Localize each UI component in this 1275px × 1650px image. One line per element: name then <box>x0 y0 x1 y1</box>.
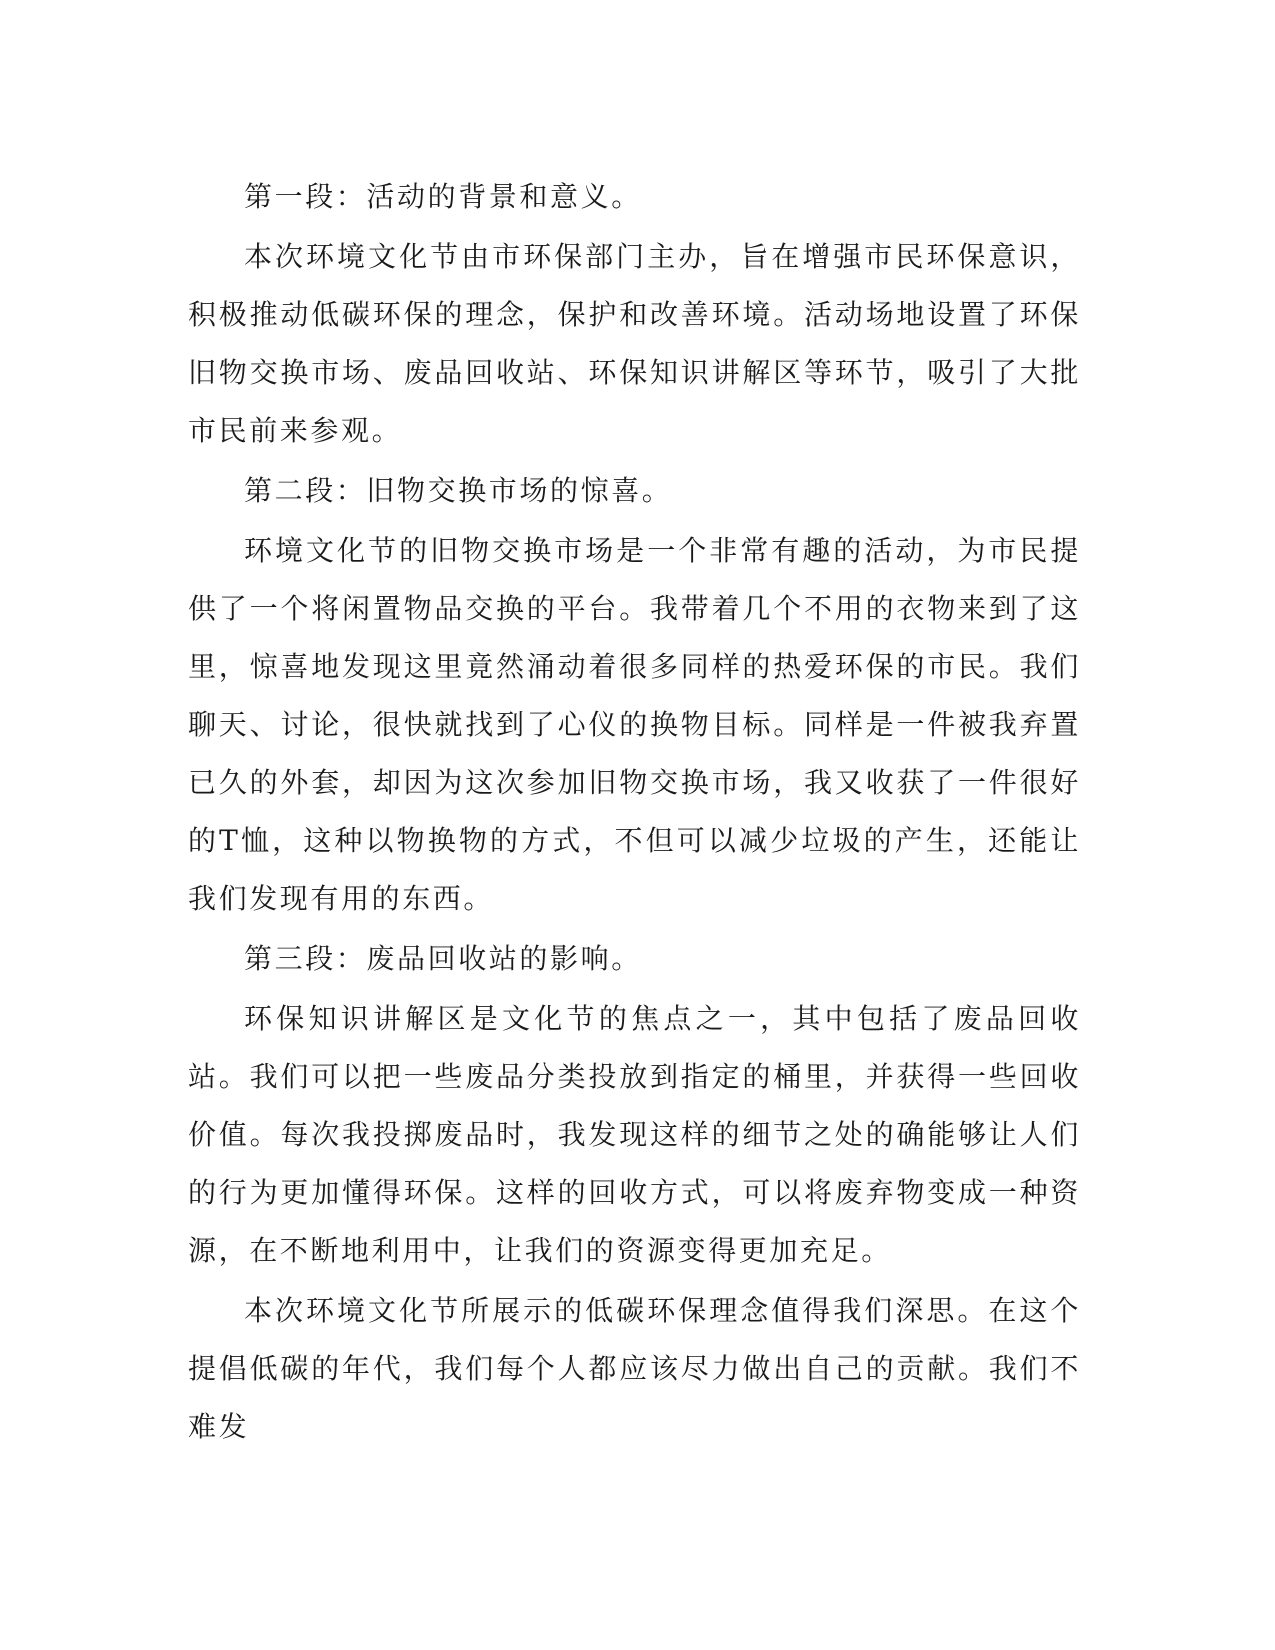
document-body <box>188 168 1081 1458</box>
section-heading-1: 第一段：活动的背景和意义。 <box>244 180 642 213</box>
paragraph-conclusion: 本次环境文化节所展示的低碳环保理念值得我们深思。在这个提倡低碳的年代，我们每个人都应该尽力做出自己的贡献。我们不难发 <box>188 1294 1081 1443</box>
section-heading-2: 第二段：旧物交换市场的惊喜。 <box>244 474 673 507</box>
section-heading-3: 第三段：废品回收站的影响。 <box>244 942 642 975</box>
paragraph-exchange-market: 环境文化节的旧物交换市场是一个非常有趣的活动，为市民提供了一个将闲置物品交换的平台。我带着几个不用的衣物来到了这里，惊喜地发现这里竟然涌动着很多同样的热爱环保的市民。我们聊天、讨论，很快就找到了心仪的换物目标。同样是一件被我弃置已久的外套，却因为这次参加旧物交换市场，我又收获了一件很好的T恤，这种以物换物的方式，不但可以减少垃圾的产生，还能让我们发现有用的东西。 <box>188 534 1081 915</box>
paragraph-recycling-station: 环保知识讲解区是文化节的焦点之一，其中包括了废品回收站。我们可以把一些废品分类投放到指定的桶里，并获得一些回收价值。每次我投掷废品时，我发现这样的细节之处的确能够让人们的行为更加懂得环保。这样的回收方式，可以将废弃物变成一种资源，在不断地利用中，让我们的资源变得更加充足。 <box>188 1002 1081 1267</box>
paragraph-background: 本次环境文化节由市环保部门主办，旨在增强市民环保意识，积极推动低碳环保的理念，保护和改善环境。活动场地设置了环保旧物交换市场、废品回收站、环保知识讲解区等环节，吸引了大批市民前来参观。 <box>188 240 1081 447</box>
